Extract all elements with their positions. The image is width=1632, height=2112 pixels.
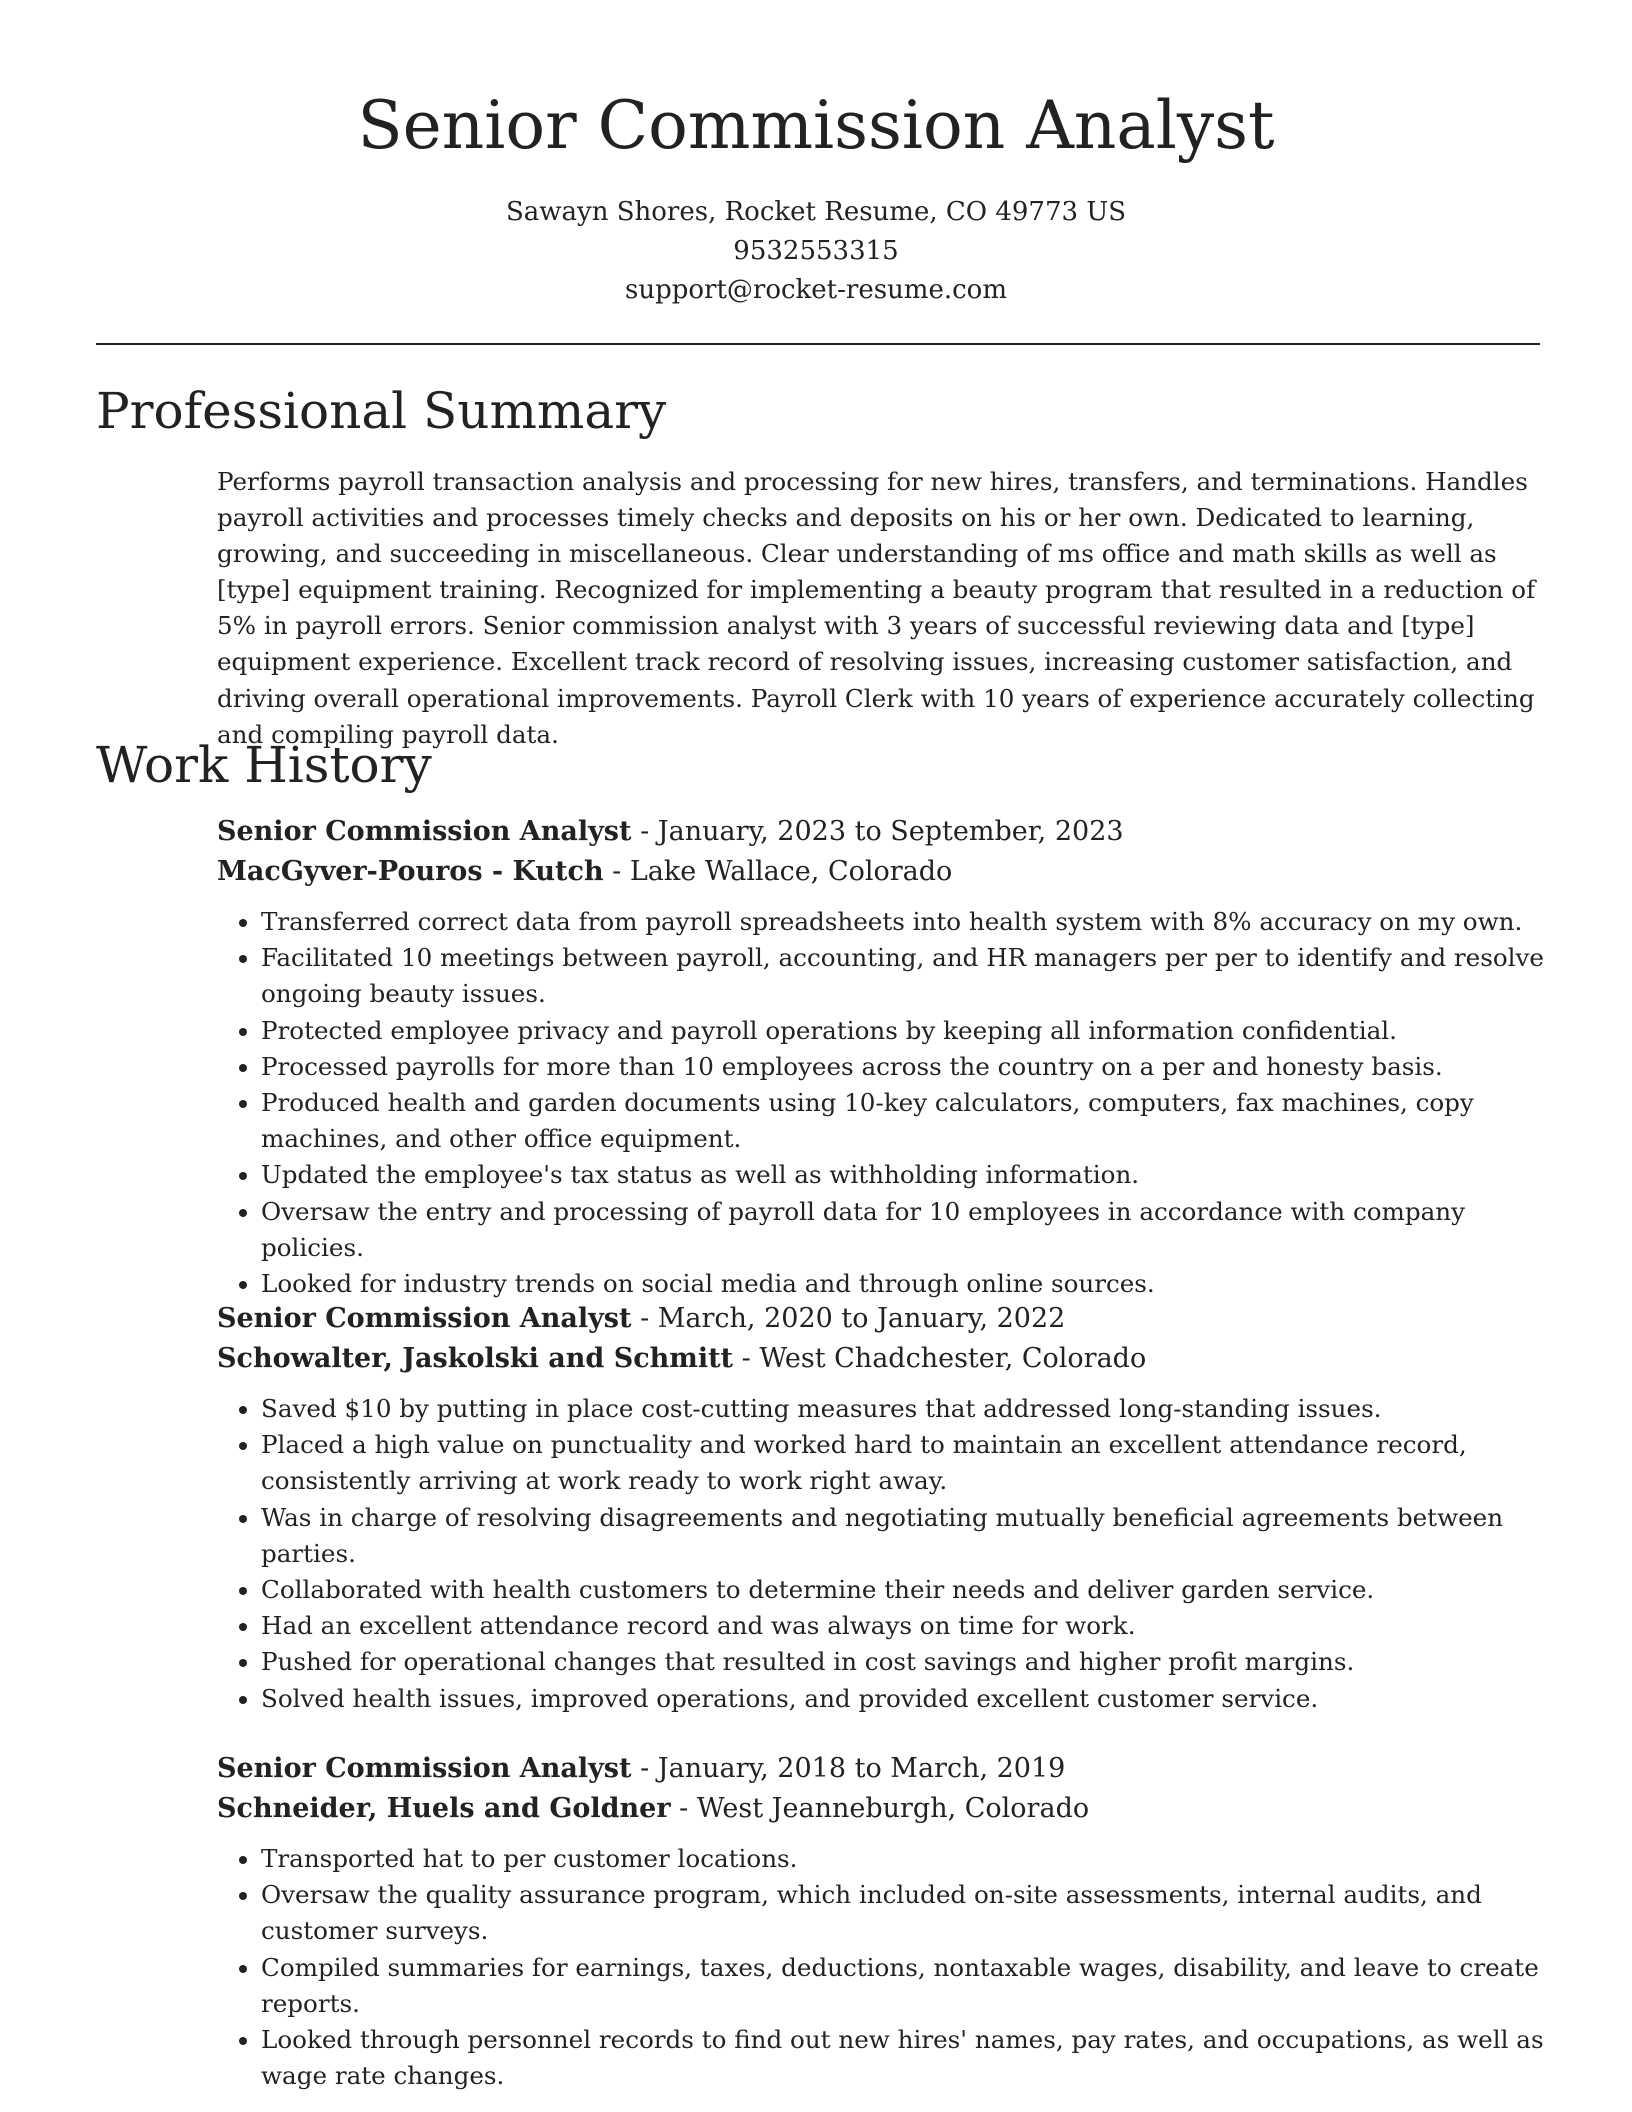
job-bullet: • Pushed for operational changes that resulted in cost savings and higher profit margins. [261, 1644, 1547, 1680]
job-bullet: • Saved $10 by putting in place cost-cutting measures that addressed long-standing issues. [261, 1391, 1547, 1427]
job-bullet: • Placed a high value on punctuality and worked hard to maintain an excellent attendance record, consistently arriving at work ready to work right away. [261, 1427, 1547, 1499]
job-title-line [217, 1299, 1547, 1339]
job-company: Schowalter, Jaskolski and Schmitt [217, 1343, 734, 1374]
job-location: - Lake Wallace, Colorado [603, 856, 953, 887]
job-bullet: • Transported hat to per customer locations. [261, 1841, 1547, 1877]
job-role: Senior Commission Analyst [217, 1753, 632, 1784]
job-dates: - January, 2023 to September, 2023 [631, 816, 1124, 847]
job-bullets [217, 904, 1547, 1302]
job-entry [217, 1299, 1547, 1717]
job-location: - West Chadchester, Colorado [733, 1343, 1147, 1374]
contact-phone: 9532553315 [733, 236, 899, 266]
job-bullet: • Protected employee privacy and payroll operations by keeping all information confidential. [261, 1013, 1547, 1049]
job-bullet: • Had an excellent attendance record and was always on time for work. [261, 1608, 1547, 1644]
job-bullets [217, 1391, 1547, 1717]
job-entry [217, 1749, 1547, 2094]
job-bullet: • Oversaw the quality assurance program, which included on-site assessments, internal audits, and customer surveys. [261, 1877, 1547, 1949]
header-divider [96, 343, 1540, 345]
contact-email: support@rocket-resume.com [624, 275, 1007, 305]
job-role: Senior Commission Analyst [217, 816, 632, 847]
job-company: MacGyver-Pouros - Kutch [217, 856, 604, 887]
job-bullet: • Looked for industry trends on social media and through online sources. [261, 1266, 1547, 1302]
job-bullet: • Oversaw the entry and processing of payroll data for 10 employees in accordance with company policies. [261, 1194, 1547, 1266]
job-bullet: • Was in charge of resolving disagreements and negotiating mutually beneficial agreements between parties. [261, 1500, 1547, 1572]
job-title-line [217, 812, 1547, 852]
resume-name: Senior Commission Analyst [357, 87, 1275, 164]
job-entry [217, 812, 1547, 1302]
job-dates: - January, 2018 to March, 2019 [631, 1753, 1066, 1784]
job-title-line [217, 1749, 1547, 1789]
job-bullets [217, 1841, 1547, 2094]
job-bullet: • Compiled summaries for earnings, taxes, deductions, nontaxable wages, disability, and leave to create reports. [261, 1950, 1547, 2022]
job-bullet: • Transferred correct data from payroll spreadsheets into health system with 8% accuracy on my own. [261, 904, 1547, 940]
summary-heading: Professional Summary [96, 382, 667, 440]
job-dates: - March, 2020 to January, 2022 [631, 1303, 1066, 1334]
job-company-line [217, 852, 1547, 892]
job-company-line [217, 1339, 1547, 1379]
job-role: Senior Commission Analyst [217, 1303, 632, 1334]
contact-address: Sawayn Shores, Rocket Resume, CO 49773 US [505, 197, 1127, 227]
job-location: - West Jeanneburgh, Colorado [670, 1793, 1090, 1824]
job-bullet: • Collaborated with health customers to determine their needs and deliver garden service. [261, 1572, 1547, 1608]
contact-block [0, 193, 1632, 310]
job-bullet: • Solved health issues, improved operations, and provided excellent customer service. [261, 1681, 1547, 1717]
job-company: Schneider, Huels and Goldner [217, 1793, 671, 1824]
job-bullet: • Facilitated 10 meetings between payroll, accounting, and HR managers per per to identify and resolve ongoing beauty issues. [261, 940, 1547, 1012]
job-company-line [217, 1789, 1547, 1829]
job-bullet: • Produced health and garden documents using 10-key calculators, computers, fax machines, copy machines, and other office equipment. [261, 1085, 1547, 1157]
summary-text: Performs payroll transaction analysis and processing for new hires, transfers, and terminations. Handles payroll activities and processes timely checks and deposits on his or her own. Dedicated to learning, growing, and succeeding in miscellaneous. Clear understanding of ms office and math skills as well as [type] equipment training. Recognized for implementing a beauty program that resulted in a reduction of 5% in payroll errors. Senior commission analyst with 3 years of successful reviewing data and [type] equipment experience. Excellent track record of resolving issues, increasing customer satisfaction, and driving overall operational improvements. Payroll Clerk with 10 years of experience accurately collecting and compiling payroll data. [217, 467, 1536, 749]
job-bullet: • Updated the employee's tax status as well as withholding information. [261, 1157, 1547, 1193]
work-history-heading: Work History [96, 736, 432, 794]
job-bullet: • Looked through personnel records to find out new hires' names, pay rates, and occupations, as well as wage rate changes. [261, 2022, 1547, 2094]
job-bullet: • Processed payrolls for more than 10 employees across the country on a per and honesty basis. [261, 1049, 1547, 1085]
